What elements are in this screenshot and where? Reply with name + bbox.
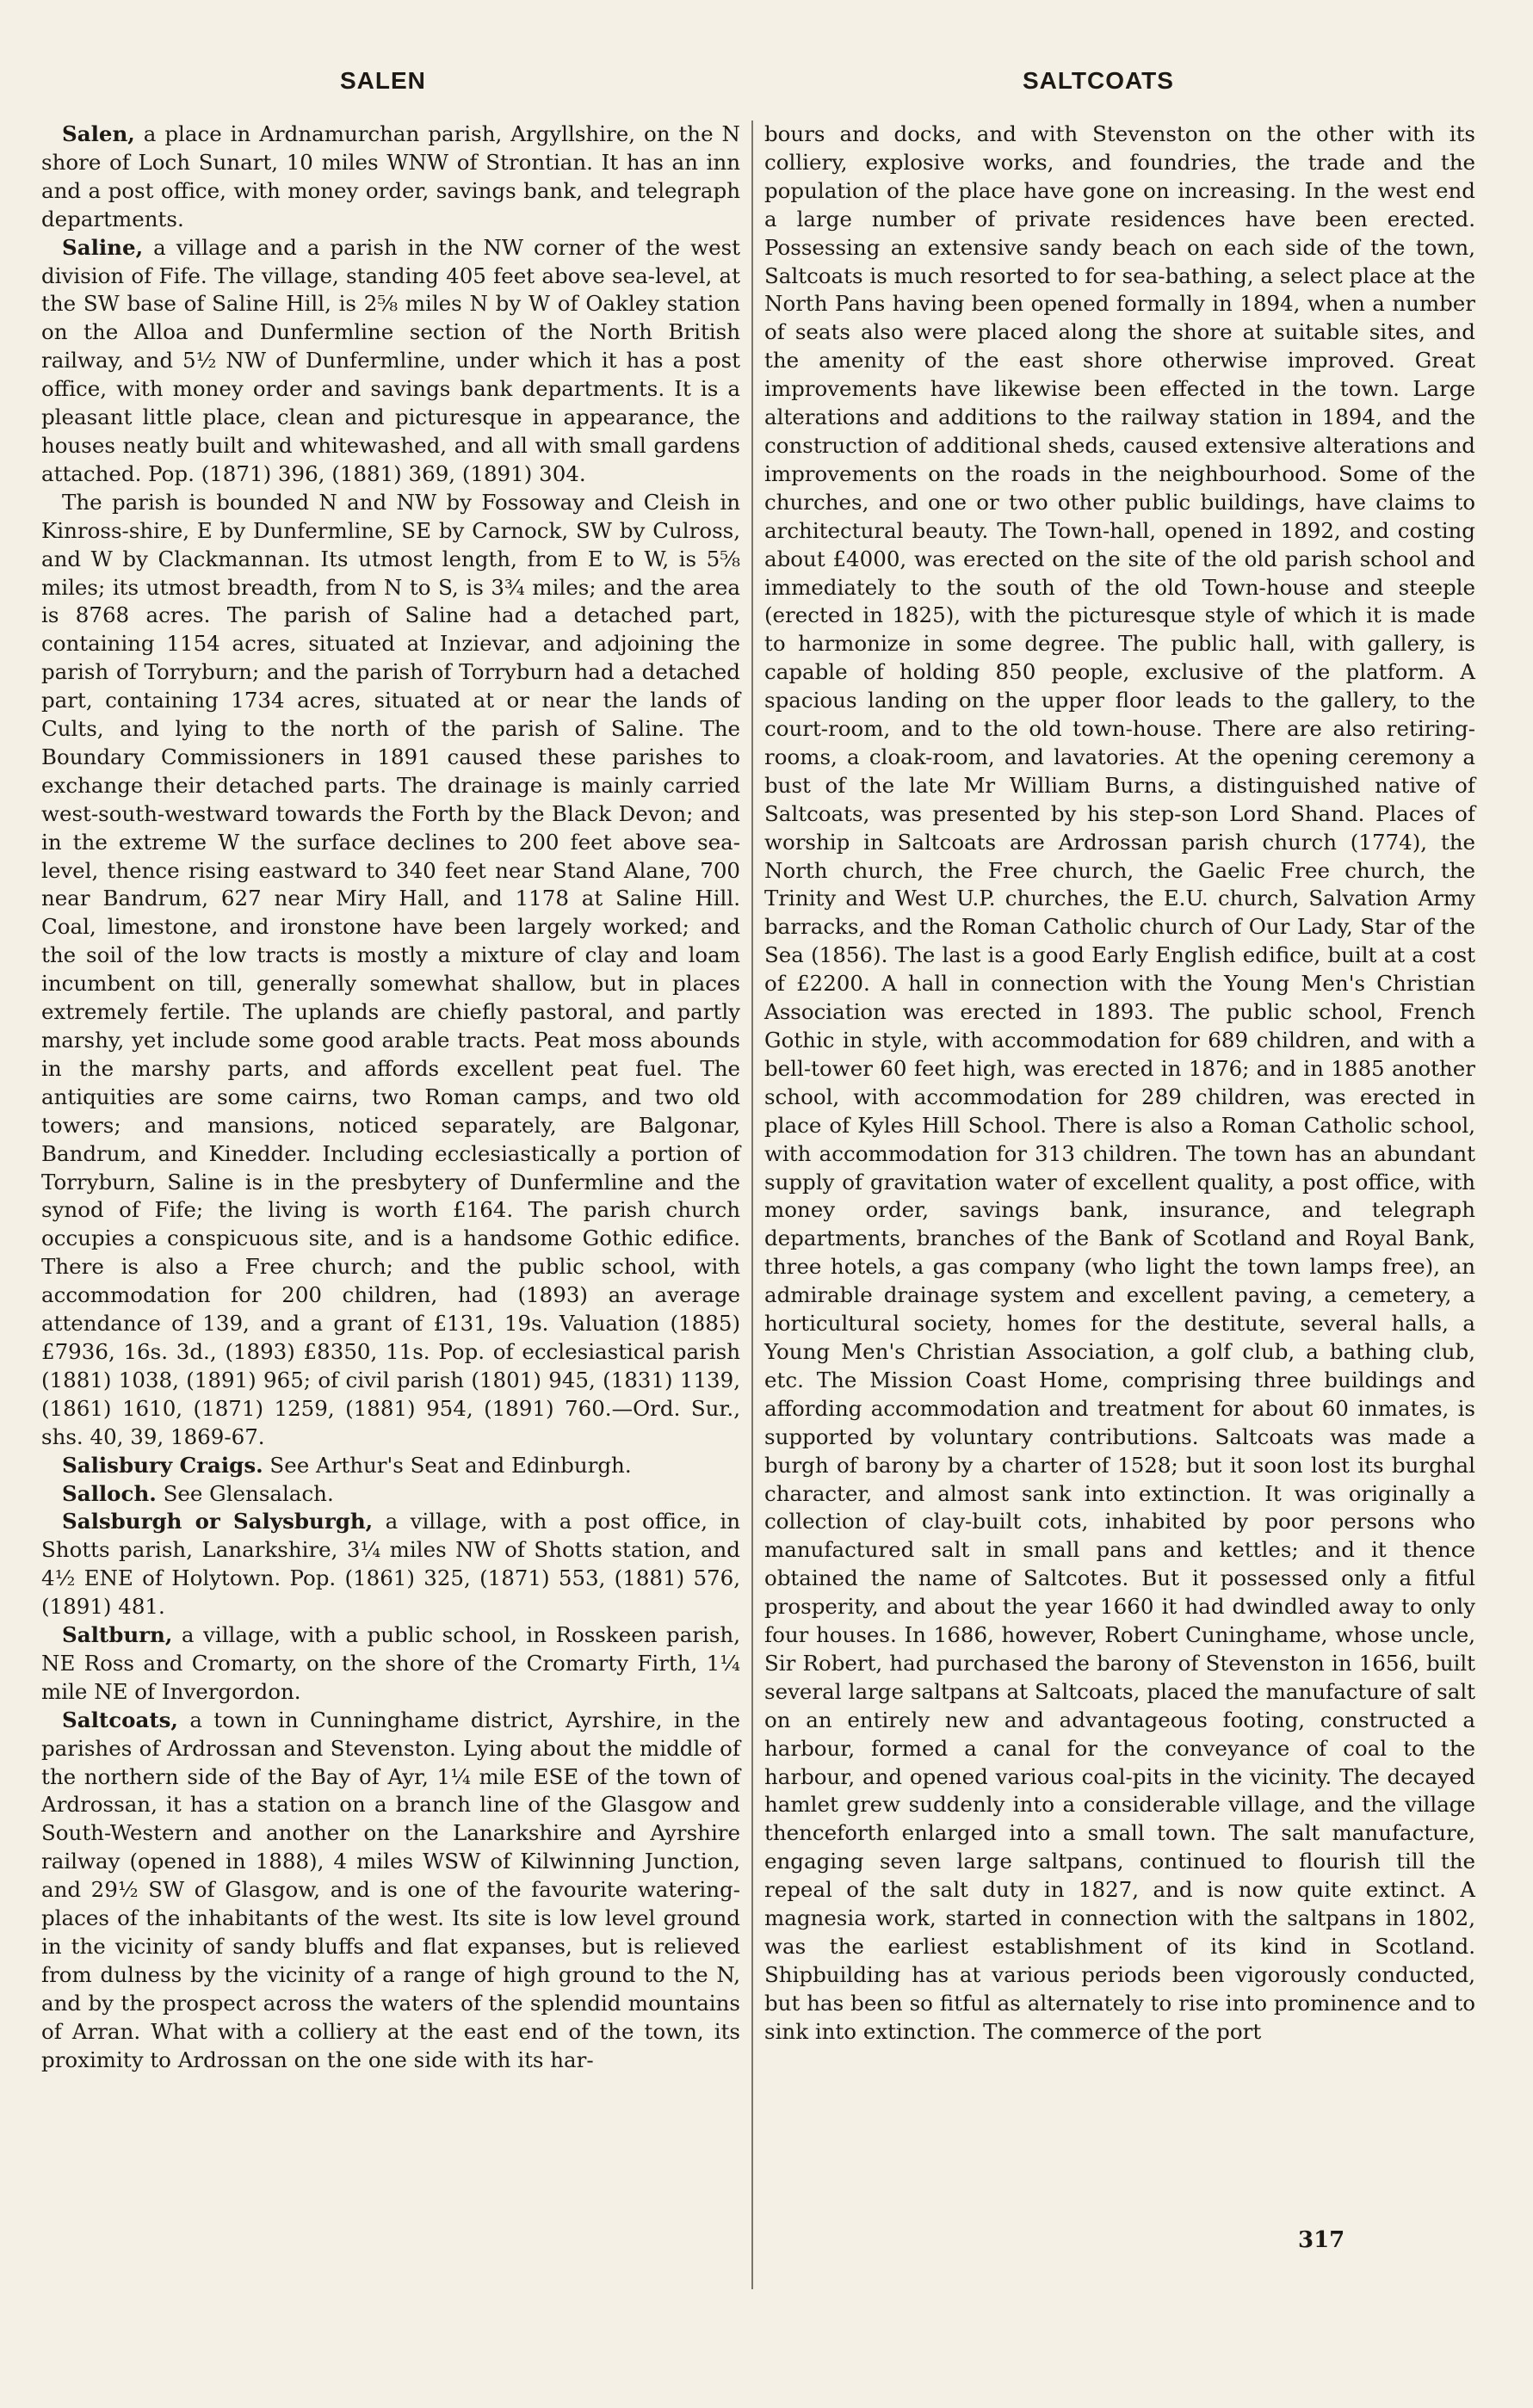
entry-salloch xyxy=(41,1480,740,1509)
entry-text: See Arthur's Seat and Edinburgh. xyxy=(263,1452,632,1478)
headword: Salsburgh or Salysburgh, xyxy=(62,1509,374,1534)
headword: Salloch. xyxy=(62,1480,157,1506)
entry-text: a village, with a post office, in Shotts parish, Lanarkshire, 3¼ miles NW of Shotts station, and 4½ ENE of Holytown. Pop. (1861) 325, (1871) 553, (1881) 576, (1891) 481. xyxy=(41,1509,740,1620)
entry-text: bours and docks, and with Stevenston on the other with its colliery, explosive works, and foundries, the trade and the population of the place have gone on increasing. In the west end a large number of private residences have been erected. Possessing an extensive sandy beach on each side of the town, Saltcoats is much resorted to for sea-bathing, a select place at the North Pans having been opened formally in 1894, when a number of seats also were placed along the shore at suitable sites, and the amenity of the east shore otherwise improved. Great improvements have likewise been effected in the town. Large alterations and additions to the railway station in 1894, and the construction of additional sheds, caused extensive alterations and improvements on the roads in the neighbourhood. Some of the churches, and one or two other public buildings, have claims to architectural beauty. The Town-hall, opened in 1892, and costing about £4000, was erected on the site of the old parish school and immediately to the south of the old Town-house and steeple (erected in 1825), with the picturesque style of which it is made to harmonize in some degree. The public hall, with gallery, is capable of holding 850 people, exclusive of the platform. A spacious landing on the upper floor leads to the gallery, to the court-room, and to the old town-house. There are also retiring-rooms, a cloak-room, and lavatories. At the opening ceremony a bust of the late Mr William Burns, a distinguished native of Saltcoats, was presented by his step-son Lord Shand. Places of worship in Saltcoats are Ardrossan parish church (1774), the North church, the Free church, the Gaelic Free church, the Trinity and West U.P. churches, the E.U. church, Salvation Army barracks, and the Roman Catholic church of Our Lady, Star of the Sea (1856). The last is a good Early English edifice, built at a cost of £2200. A hall in connection with the Young Men's Christian Association was erected in 1893. The public school, French Gothic in style, with accommodation for 689 children, and with a bell-tower 60 feet high, was erected in 1876; and in 1885 another school, with accommodation for 289 children, was erected in place of Kyles Hill School. There is also a Roman Catholic school, with accommodation for 313 children. The town has an abundant supply of gravitation water of excellent quality, a post office, with money order, savings bank, insurance, and telegraph departments, branches of the Bank of Scotland and Royal Bank, three hotels, a gas company (who light the town lamps free), an admirable drainage system and excellent paving, a cemetery, a horticultural society, homes for the destitute, several halls, a Young Men's Christian Association, a golf club, a bathing club, etc. The Mission Coast Home, comprising three buildings and affording accommodation and treatment for about 60 inmates, is supported by voluntary contributions. Saltcoats was made a burgh of barony by a charter of 1528; but it soon lost its burghal character, and almost sank into extinction. It was originally a collection of clay-built cots, inhabited by poor persons who manufactured salt in small pans and kettles; and it thence obtained the name of Saltcotes. But it possessed only a fitful prosperity, and about the year 1660 it had dwindled away to only four houses. In 1686, however, Robert Cuninghame, whose uncle, Sir Robert, had purchased the barony of Stevenston in 1656, built several large saltpans at Saltcoats, placed the manufacture of salt on an entirely new and advantageous footing, constructed a harbour, formed a canal for the conveyance of coal to the harbour, and opened various coal-pits in the vicinity. The decayed hamlet grew suddenly into a considerable village, and the village thenceforth enlarged into a small town. The salt manufacture, engaging seven large saltpans, continued to flourish till the repeal of the salt duty in 1827, and is now quite extinct. A magnesia work, started in connection with the saltpans in 1802, was the earliest establishment of its kind in Scotland. Shipbuilding has at various periods been vigorously conducted, but has been so fitful as alternately to rise into prominence and to sink into extinction. The commerce of the port xyxy=(764,121,1476,2044)
entry-text: a village, with a public school, in Rosskeen parish, NE Ross and Cromarty, on the shore of the Cromarty Firth, 1¼ mile NE of Invergordon. xyxy=(41,1622,740,1704)
column-rule xyxy=(751,120,753,2289)
entry-saltcoats xyxy=(41,1707,740,2075)
headword: Saltburn, xyxy=(62,1622,173,1648)
entry-saline xyxy=(41,234,740,489)
entry-saltburn xyxy=(41,1621,740,1707)
entry-salsburgh xyxy=(41,1508,740,1621)
entry-text: a village and a parish in the NW corner of the west division of Fife. The village, standing 405 feet above sea-level, at the SW base of Saline Hill, is 2⅝ miles N by W of Oakley station on the Alloa and Dunfermline section of the North British railway, and 5½ NW of Dunfermline, under which it has a post office, with money order and savings bank departments. It is a pleasant little place, clean and picturesque in appearance, the houses neatly built and whitewashed, and all with small gardens attached. Pop. (1871) 396, (1881) 369, (1891) 304. xyxy=(41,234,740,486)
running-head-right: SALTCOATS xyxy=(1023,67,1174,94)
headword: Salen, xyxy=(62,121,135,146)
right-column xyxy=(764,120,1475,2047)
entry-saltcoats-continued xyxy=(764,120,1475,2047)
left-column xyxy=(41,120,740,2075)
entry-salisbury-craigs xyxy=(41,1452,740,1480)
headword: Saline, xyxy=(62,234,144,260)
entry-text: a town in Cunninghame district, Ayrshire, in the parishes of Ardrossan and Stevenston. Lying about the middle of the northern side of the Bay of Ayr, 1¼ mile ESE of the town of Ardrossan, it has a station on a branch line of the Glasgow and South-Western and another on the Lanarkshire and Ayrshire railway (opened in 1888), 4 miles WSW of Kilwinning Junction, and 29½ SW of Glasgow, and is one of the favourite watering-places of the inhabitants of the west. Its site is low level ground in the vicinity of sandy bluffs and flat expanses, but is relieved from dulness by the vicinity of a range of high ground to the N, and by the prospect across the waters of the splendid mountains of Arran. What with a colliery at the east end of the town, its proximity to Ardrossan on the one side with its har- xyxy=(41,1707,740,2072)
entry-saline-parish xyxy=(41,489,740,1452)
headword: Saltcoats, xyxy=(62,1707,178,1732)
entry-text: The parish is bounded N and NW by Fossoway and Cleish in Kinross-shire, E by Dunfermline, SE by Carnock, SW by Culross, and W by Clackmannan. Its utmost length, from E to W, is 5⅝ miles; its utmost breadth, from N to S, is 3¾ miles; and the area is 8768 acres. The parish of Saline had a detached part, containing 1154 acres, situated at Inzievar, and adjoining the parish of Torryburn; and the parish of Torryburn had a detached part, containing 1734 acres, situated at or near the lands of Cults, and lying to the north of the parish of Saline. The Boundary Commissioners in 1891 caused these parishes to exchange their detached parts. The drainage is mainly carried west-south-westward towards the Forth by the Black Devon; and in the extreme W the surface declines to 200 feet above sea-level, thence rising eastward to 340 feet near Stand Alane, 700 near Bandrum, 627 near Miry Hall, and 1178 at Saline Hill. Coal, limestone, and ironstone have been largely worked; and the soil of the low tracts is mostly a mixture of clay and loam incumbent on till, generally somewhat shallow, but in places extremely fertile. The uplands are chiefly pastoral, and partly marshy, yet include some good arable tracts. Peat moss abounds in the marshy parts, and affords excellent peat fuel. The antiquities are some cairns, two Roman camps, and two old towers; and mansions, noticed separately, are Balgonar, Bandrum, and Kinedder. Including ecclesiastically a portion of Torryburn, Saline is in the presbytery of Dunfermline and the synod of Fife; the living is worth £164. The parish church occupies a conspicuous site, and is a handsome Gothic edifice. There is also a Free church; and the public school, with accommodation for 200 children, had (1893) an average attendance of 139, and a grant of £131, 19s. Valuation (1885) £7936, 16s. 3d., (1893) £8350, 11s. Pop. of ecclesiastical parish (1881) 1038, (1891) 965; of civil parish (1801) 945, (1831) 1139, (1861) 1610, (1871) 1259, (1881) 954, (1891) 760.—Ord. Sur., shs. 40, 39, 1869-67. xyxy=(41,489,740,1449)
running-head-left: SALEN xyxy=(340,67,426,94)
page-number: 317 xyxy=(1298,2227,1345,2253)
entry-text: a place in Ardnamurchan parish, Argyllshire, on the N shore of Loch Sunart, 10 miles WNW of Strontian. It has an inn and a post office, with money order, savings bank, and telegraph departments. xyxy=(41,121,740,232)
entry-salen xyxy=(41,120,740,234)
headword: Salisbury Craigs. xyxy=(62,1452,263,1478)
entry-text: See Glensalach. xyxy=(156,1480,334,1506)
